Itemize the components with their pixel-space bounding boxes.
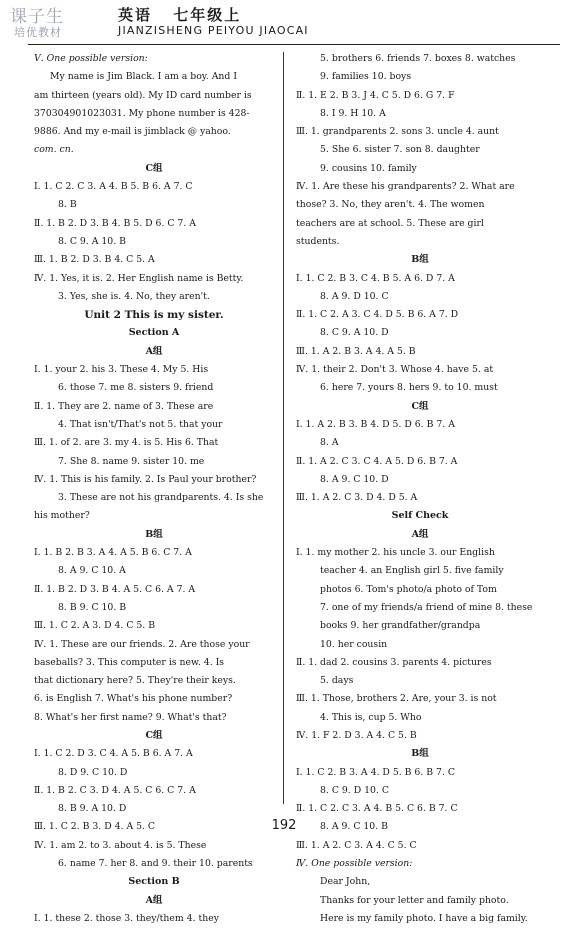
page-number: 192 xyxy=(271,818,297,833)
answer-line: that dictionary here? 5. They're their keys. xyxy=(34,675,236,687)
answer-line: 6. those 7. me 8. sisters 9. friend xyxy=(58,382,214,394)
answer-line: Ⅳ. 1. am 2. to 3. about 4. is 5. These xyxy=(34,839,207,851)
answer-line: Ⅱ. 1. B 2. D 3. B 4. A 5. C 6. A 7. A xyxy=(34,583,196,595)
publisher-logo xyxy=(4,2,112,42)
answer-line: books 9. her grandfather/grandpa xyxy=(320,620,481,632)
header-divider xyxy=(28,44,560,45)
answer-line: 8. What's her first name? 9. What's that? xyxy=(34,711,227,723)
answer-line: 4. This is, cup 5. Who xyxy=(320,711,422,723)
answer-line: Ⅳ. 1. Are these his grandparents? 2. What are xyxy=(296,181,515,193)
answer-line: Ⅲ. 1. A 2. C 3. A 4. C 5. C xyxy=(296,839,417,851)
answer-line: Ⅱ. 1. E 2. B 3. J 4. C 5. D 6. G 7. F xyxy=(296,89,455,101)
answer-line: 370304901023031. My phone number is 428- xyxy=(34,107,250,119)
answer-line: Ⅲ. 1. C 2. B 3. D 4. A 5. C xyxy=(34,821,156,833)
answer-line: Ⅱ. 1. They are 2. name of 3. These are xyxy=(34,400,214,412)
answer-line: Ⅲ. 1. grandparents 2. sons 3. uncle 4. aunt xyxy=(296,126,499,138)
answer-line: A组 xyxy=(145,894,163,906)
answer-line: com. cn. xyxy=(34,144,74,156)
page-header xyxy=(0,0,568,46)
answer-line: C组 xyxy=(411,400,429,412)
grade-label: 七年级上 xyxy=(173,6,242,24)
answer-line: 3. These are not his grandparents. 4. Is she xyxy=(58,492,264,504)
answer-line: teacher 4. an English girl 5. five family xyxy=(320,565,504,577)
answer-line: photos 6. Tom's photo/a photo of Tom xyxy=(320,583,497,595)
answer-line: Ⅳ. One possible version: xyxy=(296,858,413,870)
answer-line: 8. A 9. C 10. A xyxy=(58,565,126,577)
answer-line: Ⅰ. 1. these 2. those 3. they/them 4. they xyxy=(34,912,219,924)
series-label: JIANZISHENG PEIYOU JIAOCAI xyxy=(118,24,309,37)
answer-line: Ⅳ. 1. These are our friends. 2. Are those your xyxy=(34,638,250,650)
answer-line: 8. B 9. C 10. B xyxy=(58,601,127,613)
answer-line: 8. A xyxy=(320,437,339,449)
answer-line: Ⅰ. 1. C 2. D 3. C 4. A 5. B 6. A 7. A xyxy=(34,748,193,760)
answer-line: 4. That isn't/That's not 5. that your xyxy=(58,418,223,430)
answer-line: Ⅰ. 1. my mother 2. his uncle 3. our English xyxy=(296,547,495,559)
answer-line: Ⅰ. 1. B 2. B 3. A 4. A 5. B 6. C 7. A xyxy=(34,547,192,559)
answer-line: 8. C 9. A 10. B xyxy=(58,235,126,247)
answer-line: 6. is English 7. What's his phone number? xyxy=(34,693,233,705)
answer-line: 9. cousins 10. family xyxy=(320,162,417,174)
answer-line: C组 xyxy=(145,729,163,741)
answer-line: Ⅰ. 1. your 2. his 3. These 4. My 5. His xyxy=(34,364,209,376)
answer-line: Section A xyxy=(128,327,180,339)
answer-line: Ⅱ. 1. C 2. A 3. C 4. D 5. B 6. A 7. D xyxy=(296,309,459,321)
answer-line: Self Check xyxy=(391,510,449,522)
answer-line: B组 xyxy=(145,528,163,540)
answer-line: Ⅰ. 1. C 2. C 3. A 4. B 5. B 6. A 7. C xyxy=(34,181,193,193)
answer-line: 6. name 7. her 8. and 9. their 10. parents xyxy=(58,858,253,870)
answer-line: 8. A 9. C 10. D xyxy=(320,473,389,485)
answer-column-left xyxy=(34,50,274,928)
answer-line: 7. She 8. name 9. sister 10. me xyxy=(58,455,205,467)
answer-line: Unit 2 This is my sister. xyxy=(84,309,224,322)
answer-line: 8. A 9. C 10. B xyxy=(320,821,388,833)
answer-line: B组 xyxy=(411,748,429,760)
answer-line: A组 xyxy=(411,528,429,540)
answer-line: Ⅱ. 1. A 2. C 3. C 4. A 5. D 6. B 7. A xyxy=(296,455,458,467)
answer-line: Ⅳ. 1. F 2. D 3. A 4. C 5. B xyxy=(296,729,417,741)
answer-line: Ⅲ. 1. B 2. D 3. B 4. C 5. A xyxy=(34,254,155,266)
answer-line: 8. C 9. A 10. D xyxy=(320,327,389,339)
answer-line: Ⅴ. One possible version: xyxy=(34,53,148,64)
answer-line: 5. days xyxy=(320,675,354,687)
answer-line: 5. brothers 6. friends 7. boxes 8. watches xyxy=(320,53,516,64)
answer-line: 7. one of my friends/a friend of mine 8. these xyxy=(320,601,533,613)
answer-line: Ⅲ. 1. C 2. A 3. D 4. C 5. B xyxy=(34,620,156,632)
answer-line: 6. here 7. yours 8. hers 9. to 10. must xyxy=(320,382,498,394)
answer-line: baseballs? 3. This computer is new. 4. Is xyxy=(34,656,225,668)
answer-line: Section B xyxy=(128,876,180,888)
answer-line: Ⅱ. 1. B 2. C 3. D 4. A 5. C 6. C 7. A xyxy=(34,784,196,796)
answer-line: Ⅳ. 1. Yes, it is. 2. Her English name is Betty. xyxy=(34,272,244,284)
answer-line: Ⅰ. 1. C 2. B 3. A 4. D 5. B 6. B 7. C xyxy=(296,766,455,778)
book-title xyxy=(118,4,255,25)
answer-line: Ⅱ. 1. C 2. C 3. A 4. B 5. C 6. B 7. C xyxy=(296,803,458,815)
answer-line: Ⅲ. 1. of 2. are 3. my 4. is 5. His 6. That xyxy=(34,437,219,449)
answer-line: 5. She 6. sister 7. son 8. daughter xyxy=(320,144,480,156)
answer-line: Ⅳ. 1. their 2. Don't 3. Whose 4. have 5. at xyxy=(296,364,494,376)
answer-line: My name is Jim Black. I am a boy. And I xyxy=(50,71,237,83)
answer-line: 9886. And my e-mail is jimblack @ yahoo. xyxy=(34,126,231,138)
answer-line: teachers are at school. 5. These are girl xyxy=(296,217,484,229)
answer-line: Ⅱ. 1. dad 2. cousins 3. parents 4. pictures xyxy=(296,656,492,668)
logo-text-top: 课子生 xyxy=(10,7,64,27)
answer-line: 8. A 9. D 10. C xyxy=(320,290,389,302)
answer-line: Thanks for your letter and family photo. xyxy=(320,894,509,906)
answer-line: C组 xyxy=(145,162,163,174)
answer-line: Ⅰ. 1. C 2. B 3. C 4. B 5. A 6. D 7. A xyxy=(296,272,455,284)
answer-line: 10. her cousin xyxy=(320,638,388,650)
answer-line: Ⅳ. 1. This is his family. 2. Is Paul your brother? xyxy=(34,473,257,485)
answer-line: 8. B xyxy=(58,199,77,211)
answer-line: Ⅲ. 1. Those, brothers 2. Are, your 3. is not xyxy=(296,693,497,705)
answer-line: Here is my family photo. I have a big family. xyxy=(320,912,528,924)
answer-line: Ⅲ. 1. A 2. C 3. D 4. D 5. A xyxy=(296,492,418,504)
answer-line: 8. I 9. H 10. A xyxy=(320,107,386,119)
subject-label: 英语 xyxy=(118,6,153,24)
answer-line: Ⅰ. 1. A 2. B 3. B 4. D 5. D 6. B 7. A xyxy=(296,418,455,430)
answer-line: his mother? xyxy=(34,510,90,522)
answer-line: 3. Yes, she is. 4. No, they aren't. xyxy=(58,290,210,302)
answer-line: 8. D 9. C 10. D xyxy=(58,766,128,778)
answer-line: Ⅱ. 1. B 2. D 3. B 4. B 5. D 6. C 7. A xyxy=(34,217,196,229)
answer-line: B组 xyxy=(411,254,429,266)
answer-line: 9. families 10. boys xyxy=(320,71,412,83)
answer-line: 8. C 9. D 10. C xyxy=(320,784,389,796)
column-divider xyxy=(283,52,284,804)
answer-line: students. xyxy=(296,235,340,247)
answer-line: Dear John, xyxy=(320,876,371,888)
answer-line: those? 3. No, they aren't. 4. The women xyxy=(296,199,485,211)
answer-line: 8. B 9. A 10. D xyxy=(58,803,127,815)
answer-line: Ⅲ. 1. A 2. B 3. A 4. A 5. B xyxy=(296,345,416,357)
logo-text-bottom: 培优教材 xyxy=(14,26,62,39)
answer-line: am thirteen (years old). My ID card number is xyxy=(34,89,252,101)
answer-column-right xyxy=(296,50,544,928)
answer-line: A组 xyxy=(145,345,163,357)
